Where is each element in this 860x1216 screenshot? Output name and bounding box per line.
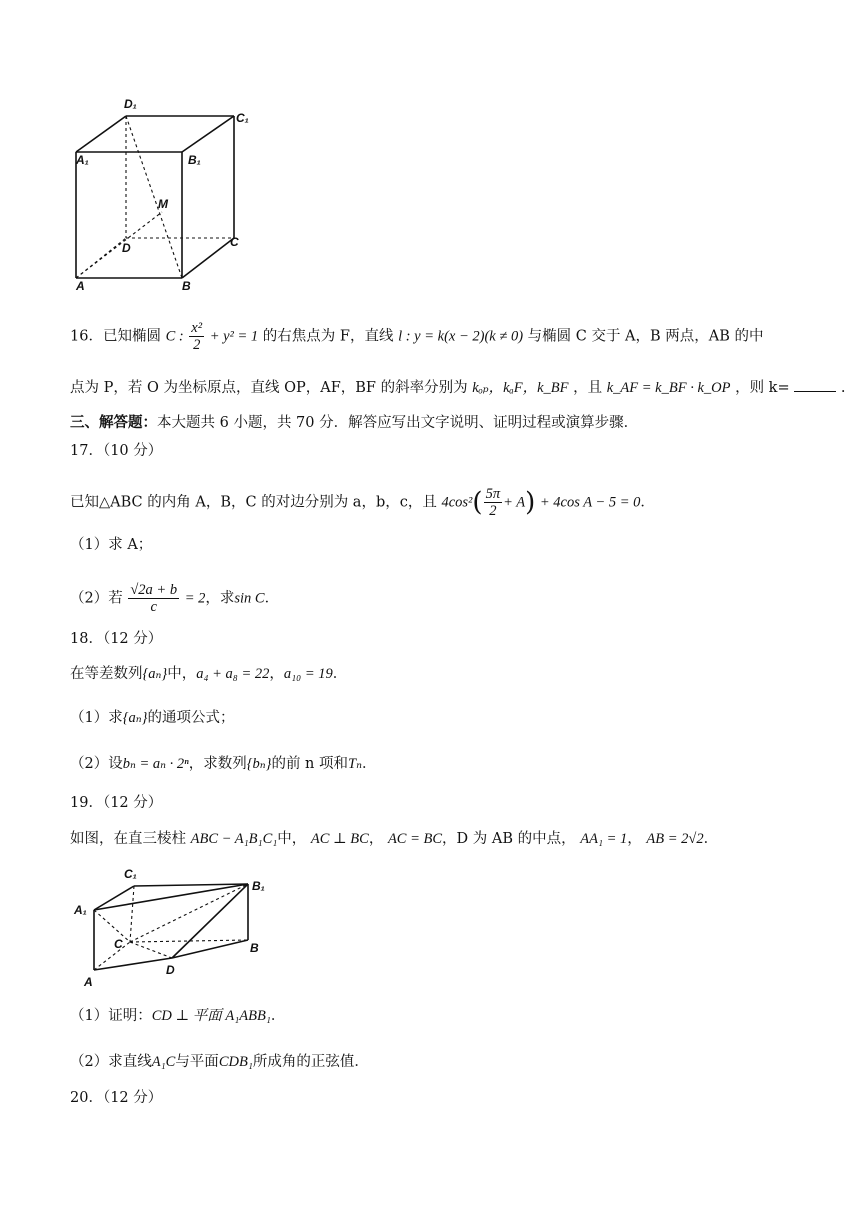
q17-eq-c: + 4cos A − 5 = 0 xyxy=(539,494,641,511)
q18-stem-text-b: 中， xyxy=(167,666,197,682)
q19-stem-text-b: 中， xyxy=(277,831,307,847)
q16-slope-eq: k_AF = k_BF · k_OP xyxy=(606,380,731,396)
q16-frac-den: 2 xyxy=(193,337,201,353)
q19-stem xyxy=(70,829,718,849)
q18-part2 xyxy=(70,754,376,774)
q19-cond4: AB = 2√2 xyxy=(646,831,704,847)
q18-stem-text-c: ， xyxy=(269,666,284,682)
q17-p2-text-a: （2）若 xyxy=(70,590,123,607)
cube-label-c: C xyxy=(230,235,239,249)
q18-p2-text-c: 的前 n 项和 xyxy=(271,756,349,772)
section3-text: 本大题共 6 小题，共 70 分．解答应写出文字说明、证明过程或演算步骤． xyxy=(157,415,639,431)
cube-label-m: M xyxy=(158,197,168,211)
q17-stem-end: ． xyxy=(640,494,655,511)
q19-cond3: AA₁ = 1 xyxy=(580,831,628,847)
q16-ellipse-rest: + y² = 1 xyxy=(209,328,259,345)
q19-cond2: AC = BC xyxy=(387,831,443,847)
prism-label-c: C xyxy=(114,937,123,951)
q19-p1-text-a: （1）证明： xyxy=(70,1008,152,1024)
q17-part2 xyxy=(70,582,279,615)
cube-label-c1: C₁ xyxy=(236,111,249,125)
q19-p1-math: CD ⊥ 平面 A₁ABB₁ xyxy=(151,1008,271,1024)
prism-label-a1: A₁ xyxy=(74,903,87,917)
prism-figure xyxy=(62,860,282,990)
q17-p2-eq: = 2 xyxy=(184,590,206,607)
q19-p2-text-e: 所成角的正弦值． xyxy=(252,1054,369,1070)
q17-part1: （1）求 A； xyxy=(70,537,153,553)
q17-p2-frac xyxy=(128,582,179,615)
q20-header: 20．（12 分） xyxy=(70,1090,163,1106)
q18-p1-seq: {aₙ} xyxy=(122,710,148,726)
q16-frac-num: x² xyxy=(191,320,203,336)
q19-part1 xyxy=(70,1006,285,1026)
q17-p2-den: c xyxy=(150,599,157,615)
cube-label-a1: A₁ xyxy=(76,153,89,167)
q16-line2 xyxy=(70,377,845,398)
q17-stem-text: 已知△ABC 的内角 A，B，C 的对边分别为 a，b，c，且 xyxy=(70,494,437,511)
q16-text-c: 与椭圆 C 交于 A，B 两点，AB 的中 xyxy=(527,328,764,345)
q16-text-f: ，则 k= xyxy=(735,380,790,396)
q17-frac-den: 2 xyxy=(489,503,497,519)
prism-label-b: B xyxy=(250,941,259,955)
q16-ellipse-frac xyxy=(189,320,204,353)
q17-frac xyxy=(484,486,503,519)
q18-p2-end: ． xyxy=(361,756,377,772)
q18-header: 18．（12 分） xyxy=(70,631,163,647)
q19-p2-text-c: 与平面 xyxy=(175,1054,219,1070)
prism-label-b1: B₁ xyxy=(252,879,265,893)
q19-stem-text-c: ， xyxy=(368,831,384,847)
q17-p2-end: ． xyxy=(264,590,280,607)
q16-text-d: 点为 P，若 O 为坐标原点，直线 OP，AF，BF 的斜率分别为 xyxy=(70,380,468,396)
q18-stem xyxy=(70,664,347,684)
q18-eq2: a₁₀ = 19 xyxy=(283,666,333,682)
q18-part1 xyxy=(70,708,234,728)
q19-stem-text-e: ， xyxy=(627,831,642,847)
q18-p2-eq: bₙ = aₙ · 2ⁿ xyxy=(122,756,189,772)
q18-stem-end: ． xyxy=(332,666,348,682)
cube-figure xyxy=(60,92,260,302)
q16-text-e: ，且 xyxy=(573,380,603,396)
q18-p2-text-b: ，求数列 xyxy=(188,756,247,772)
q19-stem-text-d: ，D 为 AB 的中点， xyxy=(442,831,576,847)
cube-label-b1: B₁ xyxy=(188,153,201,167)
cube-label-d1: D₁ xyxy=(124,97,137,111)
q18-eq1: a₄ + a₈ = 22 xyxy=(196,666,270,682)
q19-p2-text-a: （2）求直线 xyxy=(70,1054,152,1070)
q19-part2 xyxy=(70,1052,369,1072)
q16-ellipse-c: C : xyxy=(165,328,184,345)
q16-text-b: 的右焦点为 F，直线 xyxy=(262,328,394,345)
q17-stem: 已知△ABC 的内角 A，B，C 的对边分别为 a，b，c，且 4cos²( $\frac{5\pi}{2}$ + A) + 4cos A − 5 = 0． xyxy=(70,486,655,519)
q16-line1 xyxy=(70,320,764,353)
q17-header: 17．（10 分） xyxy=(70,443,163,459)
q19-prism: ABC − A₁B₁C₁ xyxy=(190,831,278,847)
cube-label-d: D xyxy=(122,241,131,255)
q18-p2-seq: {bₙ} xyxy=(246,756,272,772)
q19-p1-end: ． xyxy=(270,1008,286,1024)
q17-frac-num: 5π xyxy=(485,486,501,502)
q16-slopes: kₒₚ，kₐF，k_BF xyxy=(472,380,569,396)
q17-p2-num: √2a + b xyxy=(130,582,178,598)
q16-answer-blank[interactable] xyxy=(794,377,836,392)
q17-eq-a: 4cos² xyxy=(441,494,473,511)
cube-label-a: A xyxy=(76,279,85,293)
q17-p2-text-c: ，求 xyxy=(205,590,235,607)
q18-seq-a: {aₙ} xyxy=(142,666,168,682)
q19-header: 19．（12 分） xyxy=(70,795,163,811)
prism-label-c1: C₁ xyxy=(124,867,137,881)
cube-label-b: B xyxy=(182,279,191,293)
q18-p1-text-a: （1）求 xyxy=(70,710,123,726)
section3-heading xyxy=(70,413,638,433)
q17-p2-sinc: sin C xyxy=(234,590,265,607)
q16-text-end: . xyxy=(840,380,846,396)
q18-p2-tn: Tₙ xyxy=(348,756,362,772)
q16-text-a: 16．已知椭圆 xyxy=(70,328,161,345)
q18-stem-text-a: 在等差数列 xyxy=(70,666,143,682)
section3-title: 三、解答题： xyxy=(70,414,157,431)
q19-p2-line: A₁C xyxy=(151,1054,176,1070)
q19-stem-end: ． xyxy=(703,831,719,847)
q19-p2-plane: CDB₁ xyxy=(218,1054,253,1070)
prism-label-a: A xyxy=(84,975,93,989)
q17-eq-b: + A xyxy=(503,494,526,511)
q18-p1-text-b: 的通项公式； xyxy=(147,710,235,726)
q19-stem-text-a: 如图，在直三棱柱 xyxy=(70,831,186,847)
prism-label-d: D xyxy=(166,963,175,977)
q18-p2-text-a: （2）设 xyxy=(70,756,123,772)
q16-line-eq: l : y = k(x − 2)(k ≠ 0) xyxy=(398,328,524,345)
q19-cond1: AC ⊥ BC xyxy=(310,831,369,847)
